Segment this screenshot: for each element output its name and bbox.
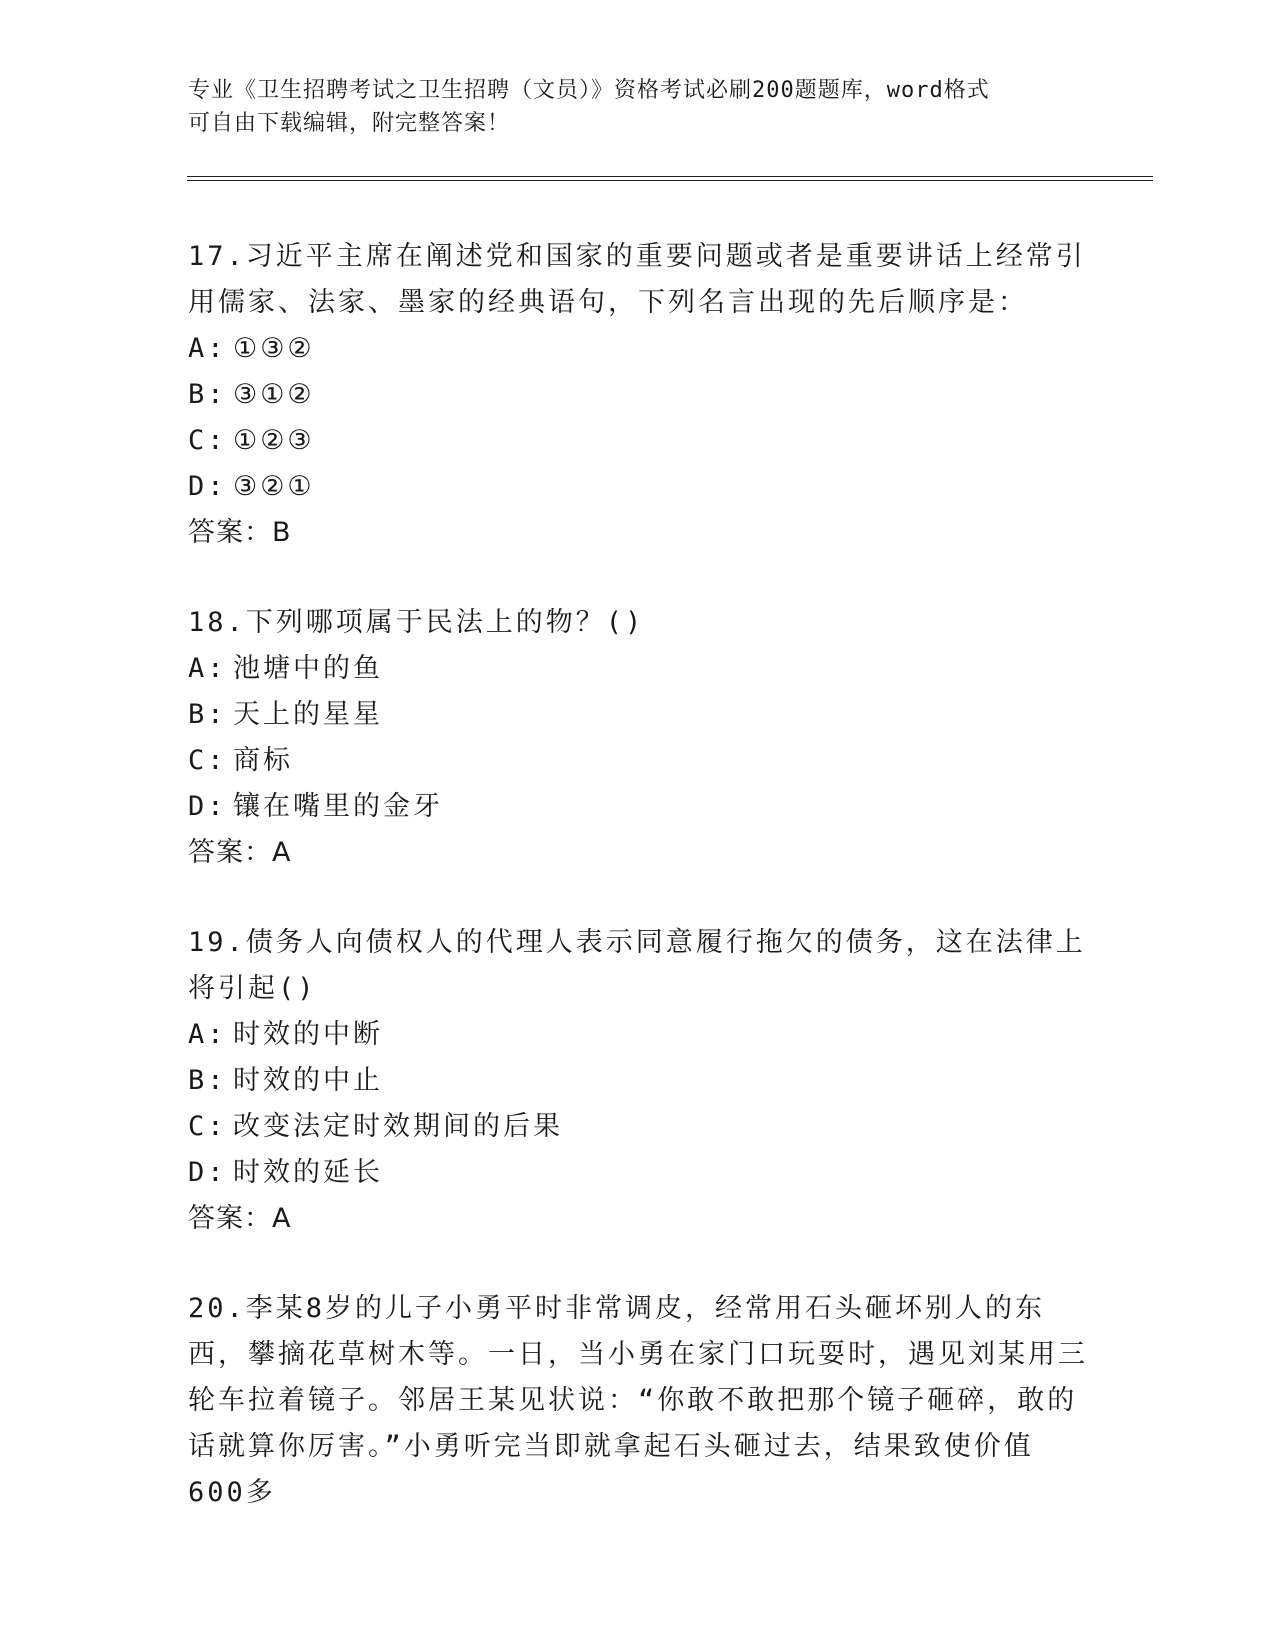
option-text: 天上的星星 [233, 699, 383, 730]
option-label: A: [188, 653, 227, 684]
option-text: ①②③ [233, 425, 315, 456]
question-18 [188, 600, 1088, 876]
option-text: ③①② [233, 379, 315, 410]
option-text: 时效的中断 [233, 1019, 383, 1050]
option-d [188, 464, 1088, 510]
option-text: 商标 [233, 745, 293, 776]
option-c [188, 1104, 1088, 1150]
document-header [188, 74, 1068, 140]
option-b [188, 372, 1088, 418]
option-label: A: [188, 333, 227, 364]
option-b [188, 1058, 1088, 1104]
question-19 [188, 920, 1088, 1242]
option-d [188, 1150, 1088, 1196]
option-text: 时效的延长 [233, 1157, 383, 1188]
question-text: 18.下列哪项属于民法上的物？() [188, 607, 645, 638]
question-text: 19.债务人向债权人的代理人表示同意履行拖欠的债务，这在法律上将引起() [188, 927, 1086, 1004]
option-label: C: [188, 745, 227, 776]
option-label: D: [188, 1157, 227, 1188]
option-a [188, 326, 1088, 372]
option-b [188, 692, 1088, 738]
option-label: B: [188, 379, 227, 410]
header-divider [187, 176, 1153, 182]
question-17 [188, 234, 1088, 556]
question-text: 17.习近平主席在阐述党和国家的重要问题或者是重要讲话上经常引用儒家、法家、墨家的经典语句，下列名言出现的先后顺序是： [188, 241, 1086, 318]
option-label: D: [188, 471, 227, 502]
option-label: C: [188, 1111, 227, 1142]
option-c [188, 418, 1088, 464]
header-line-2: 可自由下载编辑，附完整答案！ [188, 111, 511, 136]
option-text: 时效的中止 [233, 1065, 383, 1096]
option-a [188, 646, 1088, 692]
option-text: 池塘中的鱼 [233, 653, 383, 684]
option-text: 镶在嘴里的金牙 [233, 791, 443, 822]
option-text: ①③② [233, 333, 315, 364]
option-label: B: [188, 1065, 227, 1096]
option-a [188, 1012, 1088, 1058]
option-label: A: [188, 1019, 227, 1050]
header-line-1: 专业《卫生招聘考试之卫生招聘（文员）》资格考试必刷200题题库，word格式 [188, 78, 990, 103]
question-text: 20.李某8岁的儿子小勇平时非常调皮，经常用石头砸坏别人的东西，攀摘花草树木等。一日，当小勇在家门口玩耍时，遇见刘某用三轮车拉着镜子。邻居王某见状说：“你敢不敢把那个镜子砸碎，敢的话就算你厉害。”小勇听完当即就拿起石头砸过去，结果致使价值600多 [188, 1293, 1088, 1508]
option-d [188, 784, 1088, 830]
question-20 [188, 1286, 1088, 1516]
option-text: 改变法定时效期间的后果 [233, 1111, 563, 1142]
option-label: D: [188, 791, 227, 822]
answer: 答案：A [188, 837, 292, 868]
answer: 答案：B [188, 517, 292, 548]
option-c [188, 738, 1088, 784]
answer: 答案：A [188, 1203, 292, 1234]
option-text: ③②① [233, 471, 315, 502]
question-list [188, 234, 1088, 1516]
option-label: B: [188, 699, 227, 730]
option-label: C: [188, 425, 227, 456]
